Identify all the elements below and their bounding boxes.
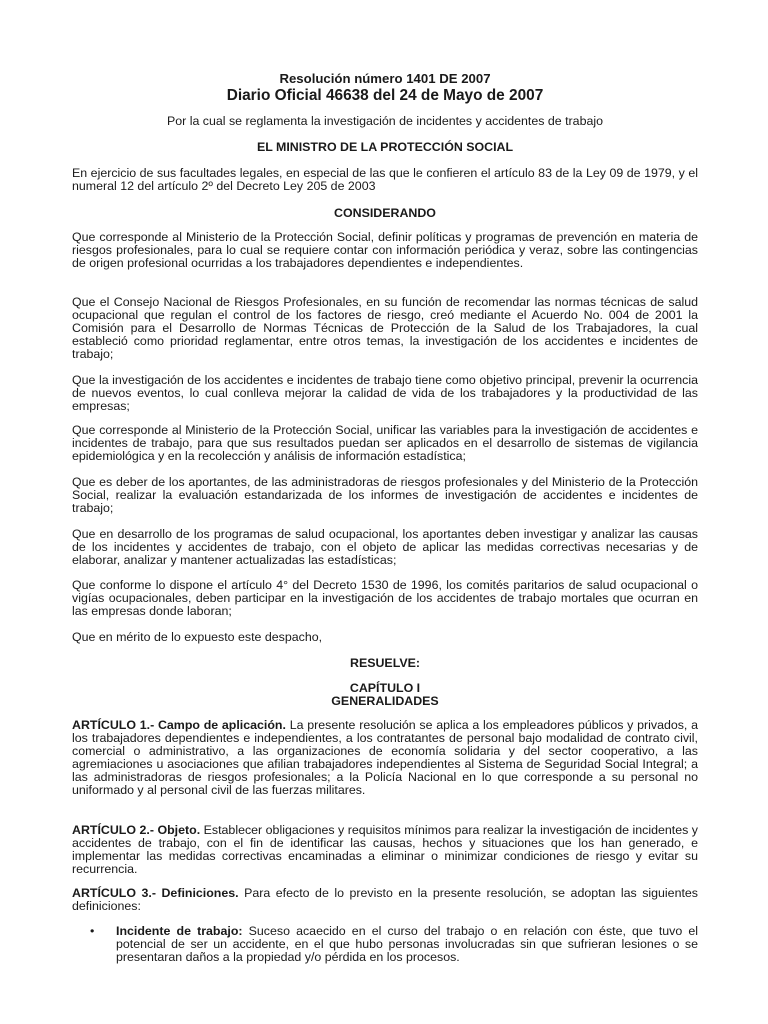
definition-text — [116, 925, 698, 964]
article-text: La presente resolución se aplica a los empleadores públicos y privados, a los trabajadores dependientes e independientes, a los contratantes de personal bajo modalidad de contrato civil, comercial o administrativo, a las organizaciones de economía solidaria y del sector cooperativo, a las agremiaciones u asociaciones que afilian trabajadores independientes al Sistema de Seguridad Social Integral; a las administradoras de riesgos profesionales; a la Policía Nacional en lo que corresponde a su personal no uniformado y al personal civil de las fuerzas militares. — [72, 718, 699, 798]
article-3 — [72, 887, 698, 913]
article-2 — [72, 824, 698, 876]
article-label: ARTÍCULO 2.- Objeto. — [72, 823, 201, 837]
issuing-authority: EL MINISTRO DE LA PROTECCIÓN SOCIAL — [256, 140, 514, 154]
considerando-paragraph: Que corresponde al Ministerio de la Protección Social, definir políticas y programas de prevención en materia de riesgos profesionales, para lo cual se requiere contar con información periódica y veraz, sobre las contingencias de origen profesional ocurridas a los trabajadores dependientes e independientes. — [72, 230, 698, 271]
considerando-paragraph: Que en mérito de lo expuesto este despacho, — [72, 630, 323, 644]
gazette-title: Diario Oficial 46638 del 24 de Mayo de 2007 — [226, 87, 544, 104]
document-subtitle: Por la cual se reglamenta la investigación de incidentes y accidentes de trabajo — [167, 114, 603, 128]
considerando-paragraph: Que la investigación de los accidentes e incidentes de trabajo tiene como objetivo principal, prevenir la ocurrencia de nuevos eventos, lo cual conlleva mejorar la calidad de vida de los trabajadores y la productividad de las empresas; — [72, 373, 698, 414]
considerando-paragraph: Que conforme lo dispone el artículo 4° del Decreto 1530 de 1996, los comités paritarios de salud ocupacional o vigías ocupacionales, deben participar en la investigación de los accidentes de trabajo mortales que ocurran en las empresas donde laboran; — [72, 578, 698, 619]
article-label: ARTÍCULO 3.- Definiciones. — [72, 886, 239, 900]
considerando-paragraph: Que el Consejo Nacional de Riesgos Profesionales, en su función de recomendar las normas técnicas de salud ocupacional que regulan el control de los factores de riesgo, creó mediante el Acuerdo No. 004 de 2001 la Comisión para el Desarrollo de Normas Técnicas de Protección de la Salud de los Trabajadores, la cual estableció como prioridad reglamentar, entre otros temas, la investigación de los accidentes e incidentes de trabajo; — [72, 295, 698, 362]
definition-term: Incidente de trabajo: — [116, 924, 243, 938]
bullet-icon: • — [90, 924, 95, 938]
article-label: ARTÍCULO 1.- Campo de aplicación. — [72, 718, 286, 732]
article-1 — [72, 719, 698, 798]
intro-paragraph: En ejercicio de sus facultades legales, en especial de las que le confieren el artículo 83 de la Ley 09 de 1979, y el numeral 12 del artículo 2º del Decreto Ley 205 de 2003 — [72, 166, 698, 194]
considerando-paragraph: Que es deber de los aportantes, de las administradoras de riesgos profesionales y del Ministerio de la Protección Social, realizar la evaluación estandarizada de los informes de investigación de accidentes e incidentes de trabajo; — [72, 475, 698, 516]
chapter-name: GENERALIDADES — [331, 694, 439, 708]
considerando-paragraph: Que en desarrollo de los programas de salud ocupacional, los aportantes deben investigar y analizar las causas de los incidentes y accidentes de trabajo, con el objeto de aplicar las medidas correctivas necesarias y de elaborar, analizar y mantener actualizadas las estadísticas; — [72, 527, 698, 568]
considerando-paragraph: Que corresponde al Ministerio de la Protección Social, unificar las variables para la investigación de accidentes e incidentes de trabajo, para que sus resultados puedan ser aplicados en el desarrollo de sistemas de vigilancia epidemiológica y en la recolección y análisis de información estadística; — [72, 423, 698, 464]
considerando-heading: CONSIDERANDO — [334, 206, 436, 220]
resolution-number: Resolución número 1401 DE 2007 — [279, 71, 491, 86]
article-text: Para efecto de lo previsto en la presente resolución, se adoptan las siguientes definiciones: — [72, 886, 698, 914]
definition-body: Suceso acaecido en el curso del trabajo o en relación con éste, que tuvo el potencial de ser un accidente, en el que hubo personas involucradas sin que sufrieran lesiones o se presentaran daños a la propiedad y/o pérdida en los procesos. — [116, 924, 699, 965]
chapter-title: CAPÍTULO I — [349, 681, 421, 695]
article-text: Establecer obligaciones y requisitos mínimos para realizar la investigación de incidentes y accidentes de trabajo, con el fin de identificar las causas, hechos y situaciones que los han generado, e implementar las medidas correctivas encaminadas a eliminar o minimizar condiciones de riesgo y evitar su recurrencia. — [72, 823, 698, 877]
resuelve-heading: RESUELVE: — [350, 656, 420, 670]
